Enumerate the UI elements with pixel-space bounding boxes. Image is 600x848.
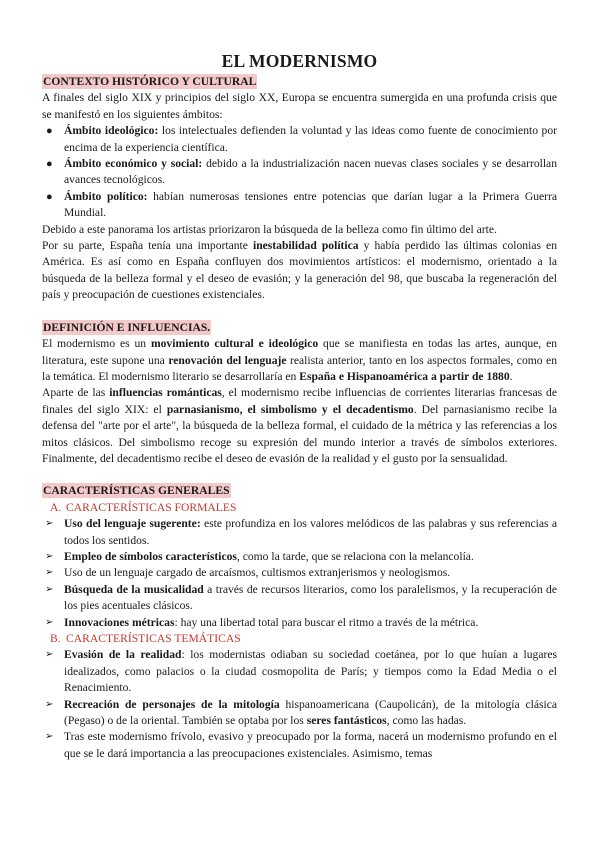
list-item bbox=[42, 615, 557, 631]
text-run: El modernismo es un bbox=[42, 337, 151, 351]
list-item bbox=[42, 565, 557, 581]
item-text: hispanoamericana (Caupolicán), de la mitología clásica (Pegaso) o de la oriental. También se optaba por los bbox=[64, 697, 557, 728]
list-item bbox=[42, 729, 557, 762]
section-contexto bbox=[42, 74, 557, 304]
contexto-intro: A finales del siglo XIX y principios del siglo XX, Europa se encuentra sumergida en una profunda crisis que se manifestó en los siguientes ámbitos: bbox=[42, 91, 557, 121]
arrow-bullet-icon: ➢ bbox=[45, 583, 54, 595]
bold-run: parnasianismo, el simbolismo y el decadentismo bbox=[166, 402, 414, 416]
bullet-label: Ámbito político: bbox=[64, 189, 148, 203]
subsection-title-tematicas bbox=[42, 631, 557, 647]
definicion-paragraph-1 bbox=[42, 336, 557, 385]
list-item bbox=[42, 582, 557, 615]
contexto-bullet-list bbox=[42, 123, 557, 221]
bullet-text: los intelectuales defienden la voluntad y las ideas como fuente de conocimiento por encima de la experiencia científica. bbox=[64, 124, 557, 154]
subsection-letter: B. bbox=[50, 632, 61, 645]
subsection-title-formales bbox=[42, 500, 557, 516]
list-item bbox=[42, 156, 557, 189]
contexto-paragraph-1: Debido a este panorama los artistas priorizaron la búsqueda de la belleza como fin último del arte. bbox=[42, 222, 497, 236]
arrow-bullet-icon: ➢ bbox=[45, 649, 54, 661]
subsection-title-text: CARACTERÍSTICAS TEMÁTICAS bbox=[66, 632, 241, 645]
bold-run: España e Hispanoamérica a partir de 1880 bbox=[299, 369, 510, 383]
bullet-label: Ámbito económico y social: bbox=[64, 157, 203, 171]
section-caracteristicas bbox=[42, 483, 557, 762]
section-definicion bbox=[42, 320, 557, 468]
item-label: Innovaciones métricas bbox=[64, 615, 175, 629]
text-run: y había perdido las últimas colonias en América. Es así como en España confluyen dos movimientos artísticos: el modernismo, orientado a la búsqueda de la belleza formal y el deseo de evasión; y la generación del 98, que buscaba la regeneración del país y preocupación de cuestiones existenciales. bbox=[42, 239, 557, 302]
arrow-bullet-icon: ➢ bbox=[45, 518, 54, 530]
section-heading-caracteristicas: CARACTERÍSTICAS GENERALES bbox=[43, 484, 230, 498]
item-text: este profundiza en los valores melódicos de las palabras y sus referencias a todos los sentidos. bbox=[64, 517, 557, 547]
item-label: Evasión de la realidad bbox=[64, 648, 182, 662]
item-text: , como las hadas. bbox=[386, 714, 467, 728]
list-item bbox=[42, 189, 557, 222]
list-item bbox=[42, 123, 557, 156]
text-run: que se manifiesta en todas las artes, aunque, en literatura, este supone una bbox=[42, 337, 558, 367]
item-label: Uso del lenguaje sugerente: bbox=[64, 517, 201, 531]
list-item bbox=[42, 647, 557, 696]
subsection-title-text: CARACTERÍSTICAS FORMALES bbox=[66, 500, 237, 514]
text-run: , el modernismo recibe influencias de corrientes literarias francesas de finales del siglo XIX: el bbox=[42, 386, 557, 416]
bullet-dot-icon: ● bbox=[46, 125, 53, 138]
arrow-bullet-icon: ➢ bbox=[45, 731, 54, 743]
subsection-letter: A. bbox=[50, 500, 62, 514]
text-run: realista anterior, tanto en los aspectos formales, como en la temática. El modernismo literario se desarrollaría en bbox=[42, 353, 557, 383]
item-text: Uso de un lenguaje cargado de arcaísmos, cultismos extranjerismos y neologismos. bbox=[64, 566, 451, 580]
text-run: . Del parnasianismo recibe la defensa del "arte por el arte", la búsqueda de la belleza formal, el cuidado de la métrica y las referencias a los mitos clásicos. Del simbolismo recoge su expresión del mundo interior a través de símbolos exteriores. Finalmente, del decadentismo recibe el deseo de evasión de la realidad y el gusto por la sensualidad. bbox=[42, 402, 557, 465]
tematicas-list bbox=[42, 647, 557, 762]
contexto-paragraph-2 bbox=[42, 238, 557, 304]
text-run: . bbox=[509, 369, 513, 383]
arrow-bullet-icon: ➢ bbox=[45, 550, 54, 562]
list-item bbox=[42, 516, 557, 549]
list-item bbox=[42, 697, 557, 730]
bold-run: movimiento cultural e ideológico bbox=[150, 337, 319, 351]
list-item bbox=[42, 549, 557, 565]
item-label: seres fantásticos bbox=[306, 714, 387, 728]
formales-list bbox=[42, 516, 557, 631]
arrow-bullet-icon: ➢ bbox=[45, 698, 54, 710]
bold-run: renovación del lenguaje bbox=[168, 353, 287, 367]
document-page bbox=[42, 50, 557, 762]
bold-run: inestabilidad política bbox=[252, 239, 359, 253]
item-label: Búsqueda de la musicalidad bbox=[64, 582, 204, 596]
bullet-text: debido a la industrialización nacen nuevas clases sociales y se desarrollan avances tecnológicos. bbox=[64, 157, 557, 187]
definicion-paragraph-2 bbox=[42, 385, 557, 467]
bullet-label: Ámbito ideológico: bbox=[64, 124, 159, 138]
arrow-bullet-icon: ➢ bbox=[45, 616, 54, 628]
item-text: Tras este modernismo frívolo, evasivo y preocupado por la forma, nacerá un modernismo profundo en el que se le dará importancia a las preocupaciones existenciales. Asimismo, temas bbox=[64, 730, 557, 760]
item-text: , como la tarde, que se relaciona con la melancolía. bbox=[236, 549, 474, 563]
text-run: Por su parte, España tenía una importante bbox=[42, 239, 253, 253]
bullet-dot-icon: ● bbox=[46, 190, 53, 203]
item-label: Empleo de símbolos característicos bbox=[64, 549, 237, 563]
item-text: : hay una libertad total para buscar el ritmo a través de la métrica. bbox=[174, 615, 479, 629]
text-run: Aparte de las bbox=[42, 386, 110, 400]
document-title: EL MODERNISMO bbox=[221, 51, 378, 71]
item-text: a través de recursos literarios, como los paralelismos, y la recuperación de los pies acentuales clásicos. bbox=[64, 582, 558, 613]
bold-run: influencias románticas bbox=[109, 386, 222, 400]
item-label: Recreación de personajes de la mitología bbox=[64, 697, 280, 711]
arrow-bullet-icon: ➢ bbox=[45, 567, 54, 579]
section-heading-definicion: DEFINICIÓN E INFLUENCIAS. bbox=[43, 320, 211, 334]
bullet-text: habían numerosas tensiones entre potencias que darían lugar a la Primera Guerra Mundial. bbox=[64, 189, 558, 220]
section-heading-contexto: CONTEXTO HISTÓRICO Y CULTURAL bbox=[43, 75, 257, 88]
item-text: : los modernistas odiaban su sociedad coetánea, por lo que huían a lugares idealizados, como palacios o la ciudad cosmopolita de París; y tiempos como la Edad Media o el Renacimiento. bbox=[64, 648, 557, 695]
bullet-dot-icon: ● bbox=[46, 158, 53, 171]
